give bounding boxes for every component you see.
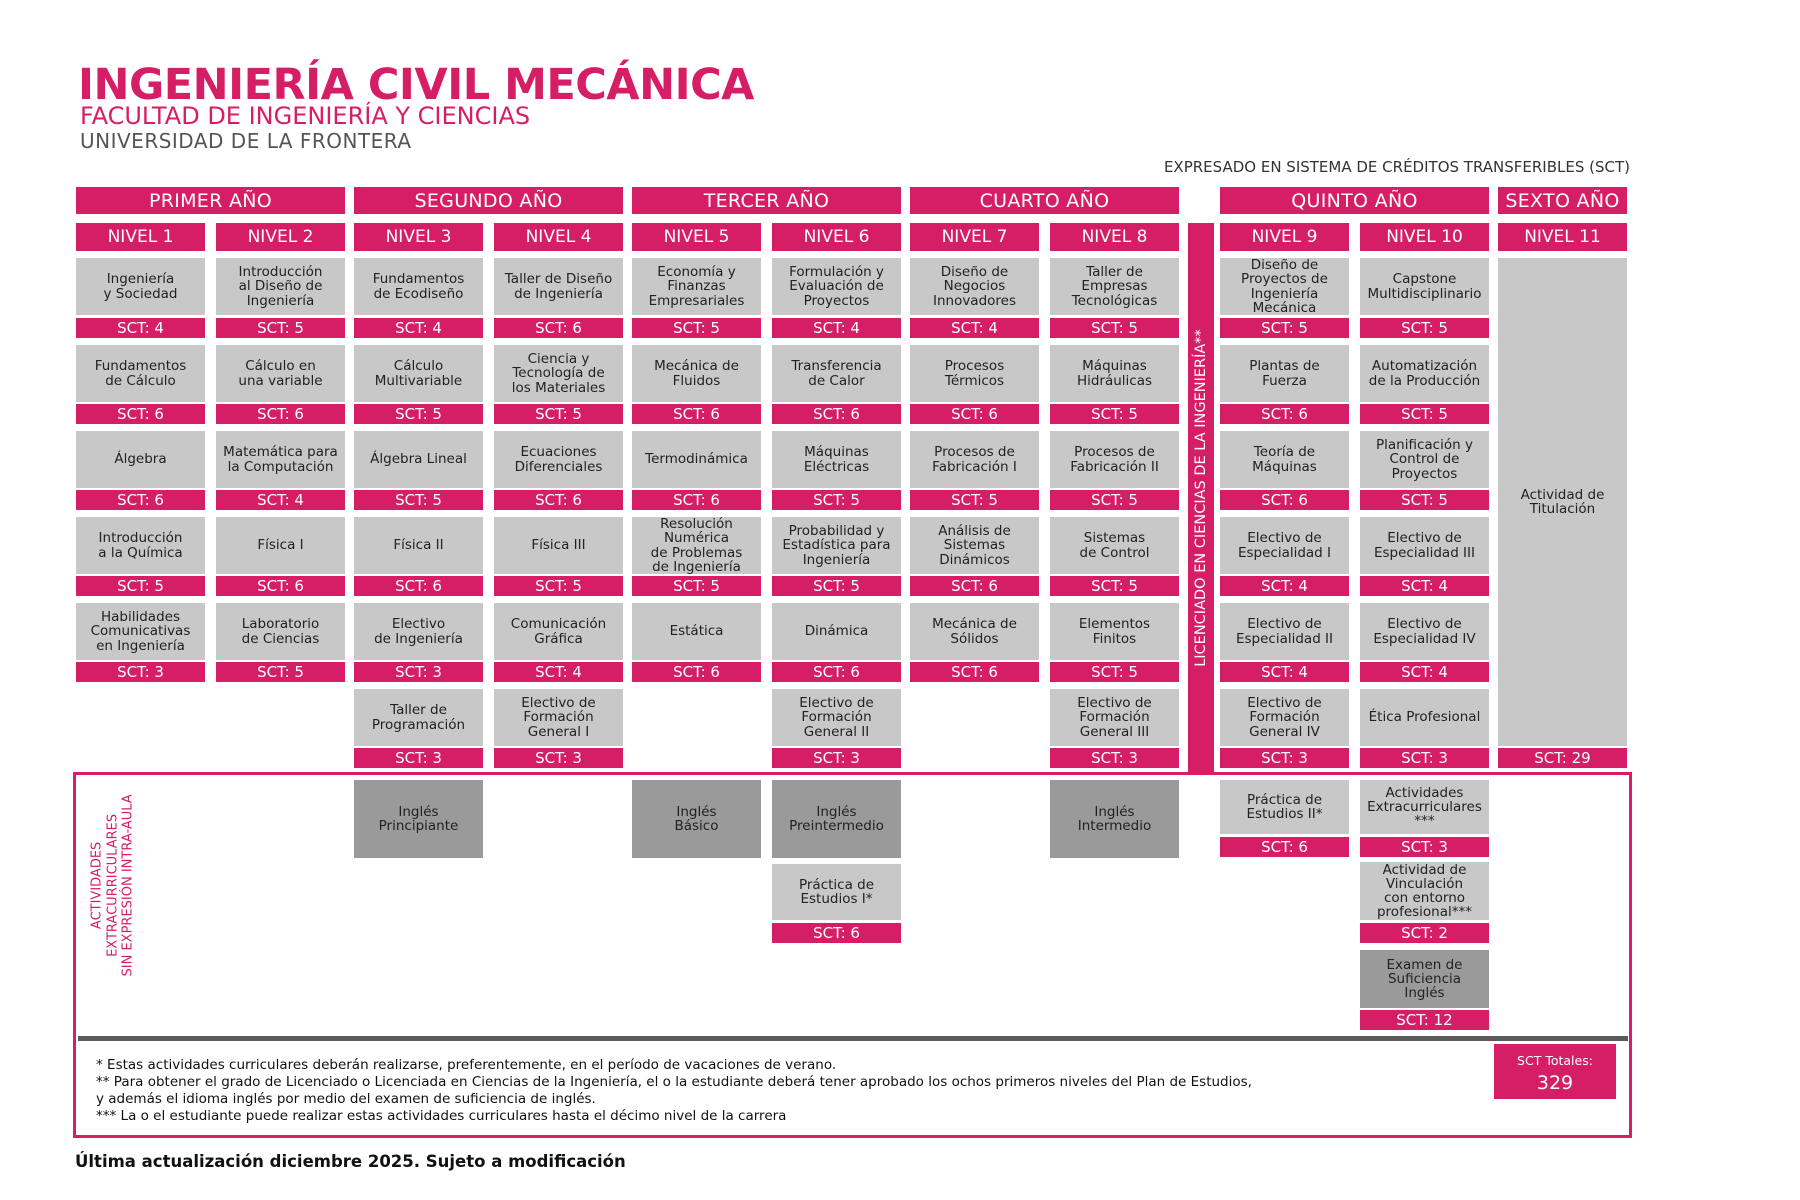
sct-badge: SCT: 5 — [76, 576, 205, 596]
sct-badge: SCT: 6 — [76, 490, 205, 510]
sct-badge: SCT: 4 — [216, 490, 345, 510]
sct-badge: SCT: 3 — [354, 748, 483, 768]
sct-badge: SCT: 6 — [76, 404, 205, 424]
sct-badge: SCT: 6 — [1220, 837, 1349, 857]
course-elementos-finitos: Elementos Finitos — [1050, 603, 1179, 660]
sct-badge: SCT: 6 — [772, 662, 901, 682]
course-electivo-formacion-general-4: Electivo de Formación General IV — [1220, 689, 1349, 746]
sct-badge: SCT: 4 — [1220, 576, 1349, 596]
sct-badge: SCT: 6 — [632, 490, 761, 510]
course-algebra: Álgebra — [76, 431, 205, 488]
sct-badge: SCT: 3 — [494, 748, 623, 768]
course-procesos-fabricacion-2: Procesos de Fabricación II — [1050, 431, 1179, 488]
sct-badge: SCT: 5 — [1220, 318, 1349, 338]
course-analisis-sistemas-dinamicos: Análisis de Sistemas Dinámicos — [910, 517, 1039, 574]
sct-badge: SCT: 6 — [632, 662, 761, 682]
course-taller-empresas: Taller de Empresas Tecnológicas — [1050, 258, 1179, 315]
sct-badge: SCT: 3 — [354, 662, 483, 682]
course-fundamentos-ecodiseno: Fundamentos de Ecodiseño — [354, 258, 483, 315]
sct-badge: SCT: 6 — [216, 576, 345, 596]
sct-badge: SCT: 5 — [354, 404, 483, 424]
course-maquinas-electricas: Máquinas Eléctricas — [772, 431, 901, 488]
course-actividades-extracurriculares: Actividades Extracurriculares *** — [1360, 780, 1489, 834]
sct-badge: SCT: 3 — [1050, 748, 1179, 768]
course-electivo-especialidad-2: Electivo de Especialidad II — [1220, 603, 1349, 660]
level-header-4: NIVEL 4 — [494, 223, 623, 251]
sct-badge: SCT: 5 — [910, 490, 1039, 510]
sct-badge: SCT: 12 — [1360, 1010, 1489, 1030]
university-name: UNIVERSIDAD DE LA FRONTERA — [80, 129, 412, 153]
sct-badge: SCT: 6 — [772, 923, 901, 943]
sct-badge: SCT: 5 — [632, 318, 761, 338]
course-procesos-fabricacion-1: Procesos de Fabricación I — [910, 431, 1039, 488]
sct-totals-label: SCT Totales: — [1517, 1053, 1593, 1068]
course-capstone: Capstone Multidisciplinario — [1360, 258, 1489, 315]
course-fisica-3: Física III — [494, 517, 623, 574]
course-ingenieria-y-sociedad: Ingeniería y Sociedad — [76, 258, 205, 315]
licenciado-label: LICENCIADO EN CIENCIAS DE LA INGENIERÍA** — [1192, 329, 1209, 667]
sct-badge: SCT: 5 — [354, 490, 483, 510]
course-ingles-principiante: Inglés Principiante — [354, 780, 483, 858]
course-ciencia-tecnologia-materiales: Ciencia y Tecnología de los Materiales — [494, 345, 623, 402]
sct-badge: SCT: 5 — [494, 404, 623, 424]
course-ingles-preintermedio: Inglés Preintermedio — [772, 780, 901, 858]
course-diseno-proyectos-mecanica: Diseño de Proyectos de Ingeniería Mecánica — [1220, 258, 1349, 315]
course-automatizacion-produccion: Automatización de la Producción — [1360, 345, 1489, 402]
sct-badge: SCT: 2 — [1360, 923, 1489, 943]
course-economia-finanzas: Economía y Finanzas Empresariales — [632, 258, 761, 315]
course-examen-suficiencia-ingles: Examen de Suficiencia Inglés — [1360, 950, 1489, 1008]
sct-badge: SCT: 5 — [772, 490, 901, 510]
sct-badge: SCT: 5 — [1050, 662, 1179, 682]
course-laboratorio-ciencias: Laboratorio de Ciencias — [216, 603, 345, 660]
sct-badge: SCT: 4 — [76, 318, 205, 338]
course-probabilidad-estadistica: Probabilidad y Estadística para Ingeniería — [772, 517, 901, 574]
licenciado-band — [1188, 223, 1214, 774]
sct-badge: SCT: 5 — [1050, 318, 1179, 338]
course-procesos-termicos: Procesos Térmicos — [910, 345, 1039, 402]
course-termodinamica: Termodinámica — [632, 431, 761, 488]
sct-badge: SCT: 6 — [494, 318, 623, 338]
year-header-2: SEGUNDO AÑO — [354, 187, 623, 214]
sct-badge: SCT: 3 — [1360, 837, 1489, 857]
course-actividad-vinculacion: Actividad de Vinculación con entorno profesional*** — [1360, 862, 1489, 920]
sct-badge: SCT: 4 — [1360, 576, 1489, 596]
sct-badge: SCT: 5 — [772, 576, 901, 596]
faculty-name: FACULTAD DE INGENIERÍA Y CIENCIAS — [80, 102, 531, 130]
sct-badge: SCT: 5 — [216, 318, 345, 338]
course-matematica-computacion: Matemática para la Computación — [216, 431, 345, 488]
sct-badge: SCT: 5 — [1050, 576, 1179, 596]
course-teoria-maquinas: Teoría de Máquinas — [1220, 431, 1349, 488]
sct-badge: SCT: 6 — [910, 404, 1039, 424]
course-mecanica-fluidos: Mecánica de Fluidos — [632, 345, 761, 402]
course-mecanica-solidos: Mecánica de Sólidos — [910, 603, 1039, 660]
sct-badge: SCT: 3 — [1220, 748, 1349, 768]
sct-badge: SCT: 6 — [910, 662, 1039, 682]
course-electivo-especialidad-3: Electivo de Especialidad III — [1360, 517, 1489, 574]
sct-badge: SCT: 4 — [910, 318, 1039, 338]
course-estatica: Estática — [632, 603, 761, 660]
course-introduccion-quimica: Introducción a la Química — [76, 517, 205, 574]
course-electivo-formacion-general-1: Electivo de Formación General I — [494, 689, 623, 746]
sct-badge: SCT: 3 — [1360, 748, 1489, 768]
course-ingles-intermedio: Inglés Intermedio — [1050, 780, 1179, 858]
sct-badge: SCT: 4 — [494, 662, 623, 682]
course-diseno-negocios: Diseño de Negocios Innovadores — [910, 258, 1039, 315]
course-practica-estudios-2: Práctica de Estudios II* — [1220, 780, 1349, 834]
level-header-5: NIVEL 5 — [632, 223, 761, 251]
sct-badge: SCT: 6 — [632, 404, 761, 424]
level-header-10: NIVEL 10 — [1360, 223, 1489, 251]
sct-badge: SCT: 4 — [1360, 662, 1489, 682]
sct-badge: SCT: 3 — [772, 748, 901, 768]
credit-system-note: EXPRESADO EN SISTEMA DE CRÉDITOS TRANSFERIBLES (SCT) — [1163, 158, 1630, 176]
course-practica-estudios-1: Práctica de Estudios I* — [772, 864, 901, 920]
sct-badge: SCT: 5 — [494, 576, 623, 596]
course-formulacion-evaluacion-proyectos: Formulación y Evaluación de Proyectos — [772, 258, 901, 315]
level-header-6: NIVEL 6 — [772, 223, 901, 251]
sct-badge: SCT: 6 — [910, 576, 1039, 596]
sct-totals-value: 329 — [1536, 1072, 1574, 1094]
level-header-2: NIVEL 2 — [216, 223, 345, 251]
course-electivo-formacion-general-2: Electivo de Formación General II — [772, 689, 901, 746]
sct-badge: SCT: 6 — [1220, 490, 1349, 510]
sct-badge: SCT: 5 — [1360, 490, 1489, 510]
section-divider — [78, 1036, 1628, 1041]
course-dinamica: Dinámica — [772, 603, 901, 660]
sct-badge: SCT: 4 — [1220, 662, 1349, 682]
course-ecuaciones-diferenciales: Ecuaciones Diferenciales — [494, 431, 623, 488]
course-electivo-especialidad-1: Electivo de Especialidad I — [1220, 517, 1349, 574]
course-maquinas-hidraulicas: Máquinas Hidráulicas — [1050, 345, 1179, 402]
course-comunicacion-grafica: Comunicación Gráfica — [494, 603, 623, 660]
course-taller-diseno-ingenieria: Taller de Diseño de Ingeniería — [494, 258, 623, 315]
footnotes: * Estas actividades curriculares deberán realizarse, preferentemente, en el período de vacaciones de verano. ** Para obtener el grado de Licenciado o Licenciada en Ciencias de la Ingeniería, el o la estudiante deberá tener aprobado los ochos primeros niveles del Plan de Estudios, y además el idioma inglés por medio del examen de suficiencia de inglés. *** La o el estudiante puede realizar estas actividades curriculares hasta el décimo nivel de la carrera — [96, 1057, 1252, 1124]
year-header-4: CUARTO AÑO — [910, 187, 1179, 214]
sct-badge: SCT: 5 — [1050, 490, 1179, 510]
sct-badge: SCT: 5 — [216, 662, 345, 682]
course-ingles-basico: Inglés Básico — [632, 780, 761, 858]
course-algebra-lineal: Álgebra Lineal — [354, 431, 483, 488]
course-planificacion-control-proyectos: Planificación y Control de Proyectos — [1360, 431, 1489, 488]
year-header-6: SEXTO AÑO — [1498, 187, 1627, 214]
level-header-3: NIVEL 3 — [354, 223, 483, 251]
course-fisica-2: Física II — [354, 517, 483, 574]
sct-badge: SCT: 4 — [354, 318, 483, 338]
level-header-7: NIVEL 7 — [910, 223, 1039, 251]
course-resolucion-numerica: Resolución Numérica de Problemas de Ingeniería — [632, 517, 761, 574]
course-transferencia-calor: Transferencia de Calor — [772, 345, 901, 402]
sct-badge: SCT: 6 — [494, 490, 623, 510]
level-header-11: NIVEL 11 — [1498, 223, 1627, 251]
course-habilidades-comunicativas: Habilidades Comunicativas en Ingeniería — [76, 603, 205, 660]
sct-badge: SCT: 4 — [772, 318, 901, 338]
course-taller-programacion: Taller de Programación — [354, 689, 483, 746]
sct-badge: SCT: 5 — [632, 576, 761, 596]
page-title: INGENIERÍA CIVIL MECÁNICA — [78, 60, 754, 110]
course-fundamentos-calculo: Fundamentos de Cálculo — [76, 345, 205, 402]
course-electivo-ingenieria: Electivo de Ingeniería — [354, 603, 483, 660]
course-fisica-1: Física I — [216, 517, 345, 574]
sct-badge: SCT: 5 — [1360, 318, 1489, 338]
sct-badge: SCT: 5 — [1360, 404, 1489, 424]
course-plantas-fuerza: Plantas de Fuerza — [1220, 345, 1349, 402]
sct-badge: SCT: 5 — [1050, 404, 1179, 424]
sct-badge: SCT: 29 — [1498, 748, 1627, 768]
course-electivo-formacion-general-3: Electivo de Formación General III — [1050, 689, 1179, 746]
course-introduccion-diseno: Introducción al Diseño de Ingeniería — [216, 258, 345, 315]
level-header-8: NIVEL 8 — [1050, 223, 1179, 251]
course-calculo-multivariable: Cálculo Multivariable — [354, 345, 483, 402]
sct-badge: SCT: 6 — [1220, 404, 1349, 424]
sct-badge: SCT: 6 — [216, 404, 345, 424]
course-sistemas-control: Sistemas de Control — [1050, 517, 1179, 574]
update-note: Última actualización diciembre 2025. Sujeto a modificación — [75, 1152, 626, 1171]
level-header-1: NIVEL 1 — [76, 223, 205, 251]
course-etica-profesional: Ética Profesional — [1360, 689, 1489, 746]
level-header-9: NIVEL 9 — [1220, 223, 1349, 251]
course-calculo-una-variable: Cálculo en una variable — [216, 345, 345, 402]
year-header-5: QUINTO AÑO — [1220, 187, 1489, 214]
sct-badge: SCT: 6 — [772, 404, 901, 424]
year-header-3: TERCER AÑO — [632, 187, 901, 214]
sct-totals-box — [1494, 1044, 1616, 1099]
extracurricular-label: ACTIVIDADES EXTRACURRICULARES SIN EXPRESIÓN INTRA-AULA — [89, 793, 136, 977]
sct-badge: SCT: 6 — [354, 576, 483, 596]
course-actividad-titulacion: Actividad de Titulación — [1498, 258, 1627, 746]
sct-badge: SCT: 3 — [76, 662, 205, 682]
course-electivo-especialidad-4: Electivo de Especialidad IV — [1360, 603, 1489, 660]
year-header-1: PRIMER AÑO — [76, 187, 345, 214]
